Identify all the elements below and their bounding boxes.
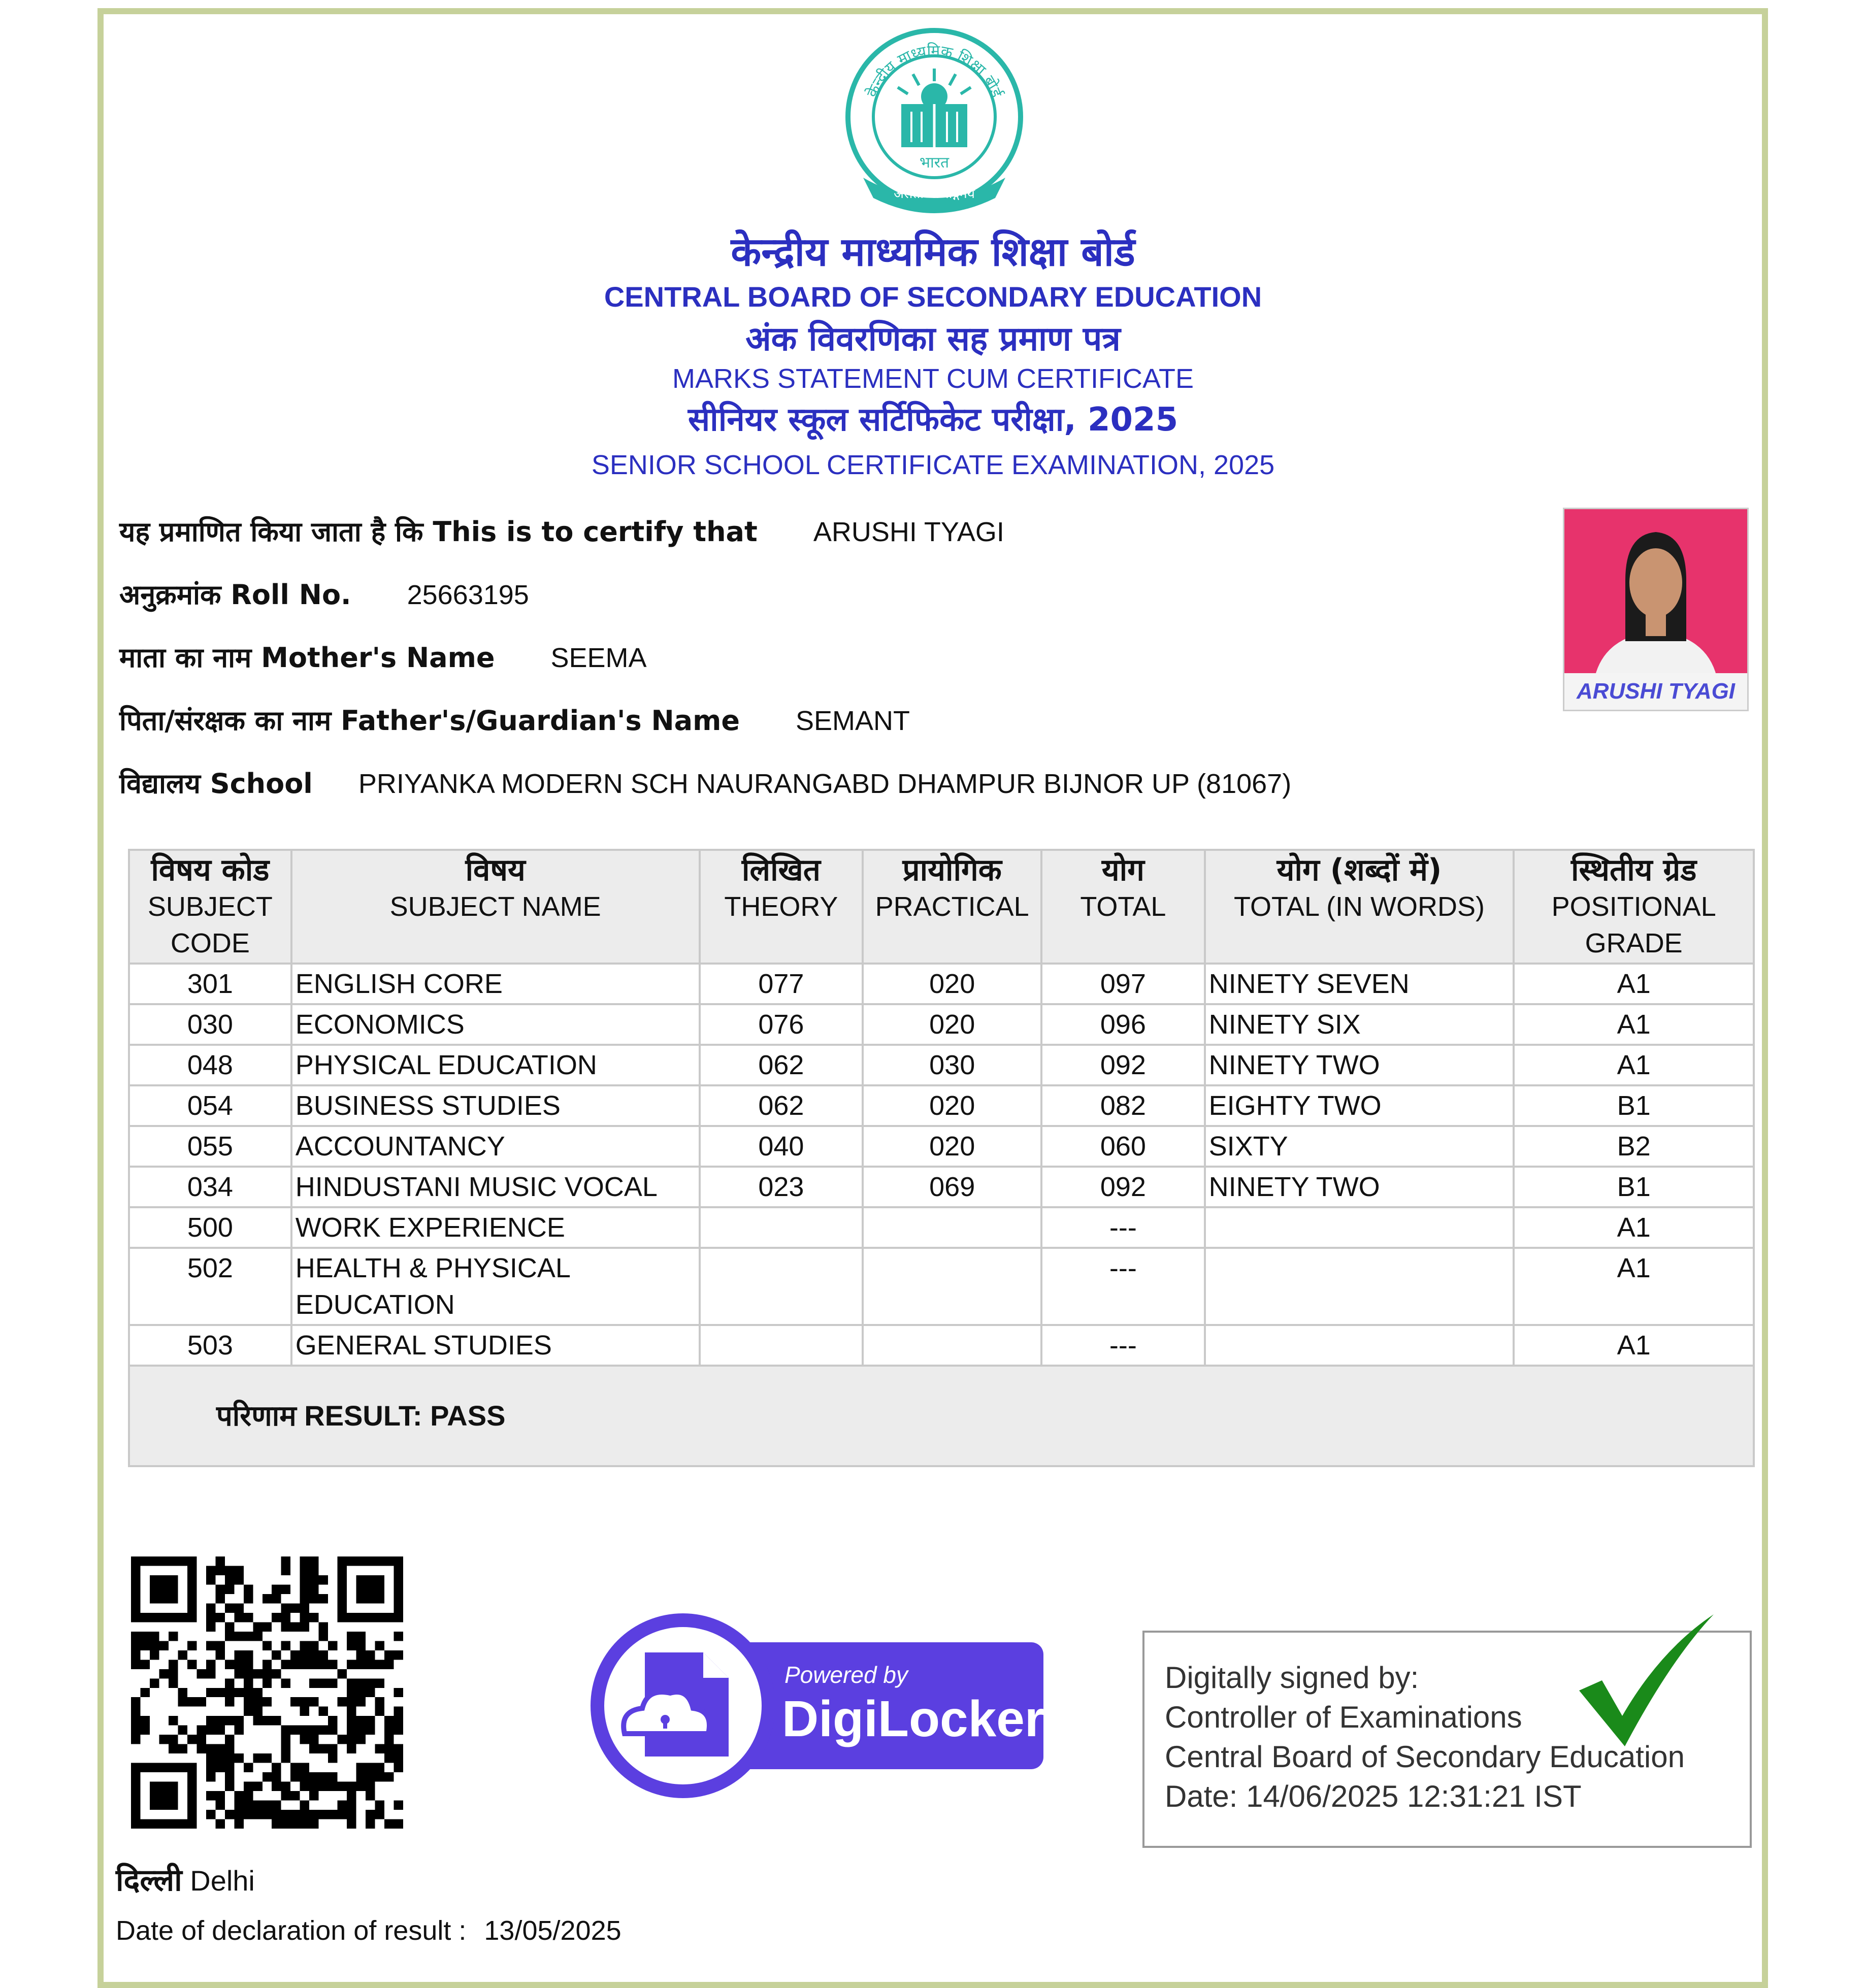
digilocker-badge: [589, 1612, 1046, 1800]
exam-title-hindi: सीनियर स्कूल सर्टिफिकेट परीक्षा, 2025: [688, 401, 1178, 439]
header-subject-code: विषय कोड SUBJECT CODE: [129, 850, 291, 964]
student-name: ARUSHI TYAGI: [813, 517, 1004, 547]
place-hindi: दिल्ली: [116, 1863, 182, 1898]
father-row: [119, 701, 910, 738]
table-header-row: [129, 850, 1754, 964]
subject-name: GENERAL STUDIES: [291, 1325, 700, 1366]
declaration-date: 13/05/2025: [484, 1915, 621, 1946]
exam-title-english: SENIOR SCHOOL CERTIFICATE EXAMINATION, 2025: [591, 450, 1275, 480]
total-in-words: NINETY TWO: [1205, 1167, 1514, 1207]
practical-marks: [863, 1248, 1041, 1325]
school-label: विद्यालय School: [119, 768, 313, 800]
theory-marks: 040: [700, 1126, 863, 1167]
document-title-english: MARKS STATEMENT CUM CERTIFICATE: [672, 363, 1194, 394]
total-in-words: NINETY SIX: [1205, 1004, 1514, 1045]
table-row: [129, 964, 1754, 1004]
signed-by-line: Digitally signed by:: [1165, 1661, 1419, 1695]
subject-code: 301: [129, 964, 291, 1004]
header-grade: स्थितीय ग्रेड POSITIONAL GRADE: [1514, 850, 1754, 964]
theory-marks: 062: [700, 1085, 863, 1126]
subject-code: 503: [129, 1325, 291, 1366]
positional-grade: A1: [1514, 1004, 1754, 1045]
roll-number: 25663195: [407, 580, 529, 610]
positional-grade: B2: [1514, 1126, 1754, 1167]
theory-marks: [700, 1248, 863, 1325]
subject-name: ECONOMICS: [291, 1004, 700, 1045]
subject-name: HEALTH & PHYSICAL EDUCATION: [291, 1248, 700, 1325]
subject-code: 054: [129, 1085, 291, 1126]
marks-table: [128, 849, 1755, 1467]
theory-marks: 077: [700, 964, 863, 1004]
practical-marks: [863, 1207, 1041, 1248]
place-english: Delhi: [190, 1865, 255, 1897]
total-marks: 092: [1041, 1167, 1205, 1207]
document-title-hindi: अंक विवरणिका सह प्रमाण पत्र: [745, 319, 1121, 358]
subject-code: 055: [129, 1126, 291, 1167]
subject-code: 034: [129, 1167, 291, 1207]
subject-name: ENGLISH CORE: [291, 964, 700, 1004]
result-label-hindi: परिणाम: [216, 1399, 297, 1433]
table-row: [129, 1085, 1754, 1126]
positional-grade: A1: [1514, 1248, 1754, 1325]
emblem-top-text: केन्द्रीय माध्यमिक शिक्षा बोर्ड: [863, 42, 1005, 100]
verified-check-icon: [1574, 1614, 1716, 1746]
certify-row: [119, 512, 1004, 549]
emblem-ribbon-text: असतो मा सद्गमय: [894, 186, 975, 202]
declaration-line: [116, 1915, 621, 1946]
signer-title-line: Controller of Examinations: [1165, 1700, 1522, 1734]
subject-name: ACCOUNTANCY: [291, 1126, 700, 1167]
mother-label: माता का नाम Mother's Name: [119, 642, 495, 674]
total-in-words: [1205, 1207, 1514, 1248]
positional-grade: B1: [1514, 1167, 1754, 1207]
total-marks: 092: [1041, 1045, 1205, 1085]
header-subject-name: विषय SUBJECT NAME: [291, 850, 700, 964]
practical-marks: 020: [863, 964, 1041, 1004]
positional-grade: A1: [1514, 1207, 1754, 1248]
total-marks: ---: [1041, 1207, 1205, 1248]
roll-label: अनुक्रमांक Roll No.: [119, 579, 351, 611]
table-row: [129, 1207, 1754, 1248]
positional-grade: A1: [1514, 1325, 1754, 1366]
table-row: [129, 1248, 1754, 1325]
total-in-words: EIGHTY TWO: [1205, 1085, 1514, 1126]
table-row: [129, 1325, 1754, 1366]
school-name: PRIYANKA MODERN SCH NAURANGABD DHAMPUR BIJNOR UP (81067): [358, 769, 1292, 799]
father-name: SEMANT: [796, 706, 910, 736]
certify-label: यह प्रमाणित किया जाता है कि This is to certify that: [119, 516, 758, 548]
theory-marks: [700, 1207, 863, 1248]
total-marks: 060: [1041, 1126, 1205, 1167]
digilocker-brand: DigiLocker: [782, 1691, 1044, 1747]
practical-marks: 020: [863, 1085, 1041, 1126]
signature-date-line: [1165, 1777, 1729, 1816]
practical-marks: 020: [863, 1126, 1041, 1167]
table-row: [129, 1045, 1754, 1085]
emblem-mid-text: भारत: [919, 154, 950, 172]
board-name-hindi: केन्द्रीय माध्यमिक शिक्षा बोर्ड: [731, 229, 1135, 275]
total-marks: 096: [1041, 1004, 1205, 1045]
practical-marks: [863, 1325, 1041, 1366]
student-photo: [1563, 508, 1749, 711]
total-in-words: NINETY TWO: [1205, 1045, 1514, 1085]
subject-name: HINDUSTANI MUSIC VOCAL: [291, 1167, 700, 1207]
declaration-label: Date of declaration of result :: [116, 1915, 467, 1946]
total-in-words: [1205, 1325, 1514, 1366]
cbse-emblem: [843, 20, 1026, 223]
theory-marks: [700, 1325, 863, 1366]
photo-signature: ARUSHI TYAGI: [1564, 673, 1747, 710]
subject-name: WORK EXPERIENCE: [291, 1207, 700, 1248]
practical-marks: 030: [863, 1045, 1041, 1085]
father-label: पिता/संरक्षक का नाम Father's/Guardian's Name: [119, 705, 740, 737]
subject-code: 030: [129, 1004, 291, 1045]
digilocker-powered-by: Powered by: [784, 1662, 908, 1688]
header-total-words: योग (शब्दों में) TOTAL (IN WORDS): [1205, 850, 1514, 964]
result-value: RESULT: PASS: [304, 1399, 506, 1432]
signature-date: 14/06/2025 12:31:21 IST: [1246, 1779, 1582, 1813]
mother-row: [119, 638, 647, 675]
header-practical: प्रायोगिक PRACTICAL: [863, 850, 1041, 964]
positional-grade: A1: [1514, 1045, 1754, 1085]
result-cell: [129, 1366, 1754, 1466]
total-marks: 097: [1041, 964, 1205, 1004]
qr-code: [131, 1556, 403, 1829]
table-row: [129, 1004, 1754, 1045]
place-line: [116, 1858, 255, 1900]
table-row: [129, 1167, 1754, 1207]
school-row: [119, 764, 1291, 801]
roll-row: [119, 575, 529, 612]
subject-code: 500: [129, 1207, 291, 1248]
total-marks: ---: [1041, 1325, 1205, 1366]
total-marks: ---: [1041, 1248, 1205, 1325]
header-total: योग TOTAL: [1041, 850, 1205, 964]
board-name-english: CENTRAL BOARD OF SECONDARY EDUCATION: [604, 281, 1262, 313]
mother-name: SEEMA: [550, 643, 647, 673]
subject-name: PHYSICAL EDUCATION: [291, 1045, 700, 1085]
total-in-words: NINETY SEVEN: [1205, 964, 1514, 1004]
positional-grade: B1: [1514, 1085, 1754, 1126]
practical-marks: 020: [863, 1004, 1041, 1045]
total-marks: 082: [1041, 1085, 1205, 1126]
subject-code: 502: [129, 1248, 291, 1325]
theory-marks: 076: [700, 1004, 863, 1045]
theory-marks: 062: [700, 1045, 863, 1085]
theory-marks: 023: [700, 1167, 863, 1207]
table-row: [129, 1126, 1754, 1167]
signature-date-label: Date:: [1165, 1779, 1238, 1813]
result-row: [129, 1366, 1754, 1466]
portrait-image: [1564, 509, 1747, 677]
header-theory: लिखित THEORY: [700, 850, 863, 964]
positional-grade: A1: [1514, 964, 1754, 1004]
total-in-words: SIXTY: [1205, 1126, 1514, 1167]
total-in-words: [1205, 1248, 1514, 1325]
subject-name: BUSINESS STUDIES: [291, 1085, 700, 1126]
subject-code: 048: [129, 1045, 291, 1085]
signer-org-line: Central Board of Secondary Education: [1165, 1740, 1685, 1774]
practical-marks: 069: [863, 1167, 1041, 1207]
